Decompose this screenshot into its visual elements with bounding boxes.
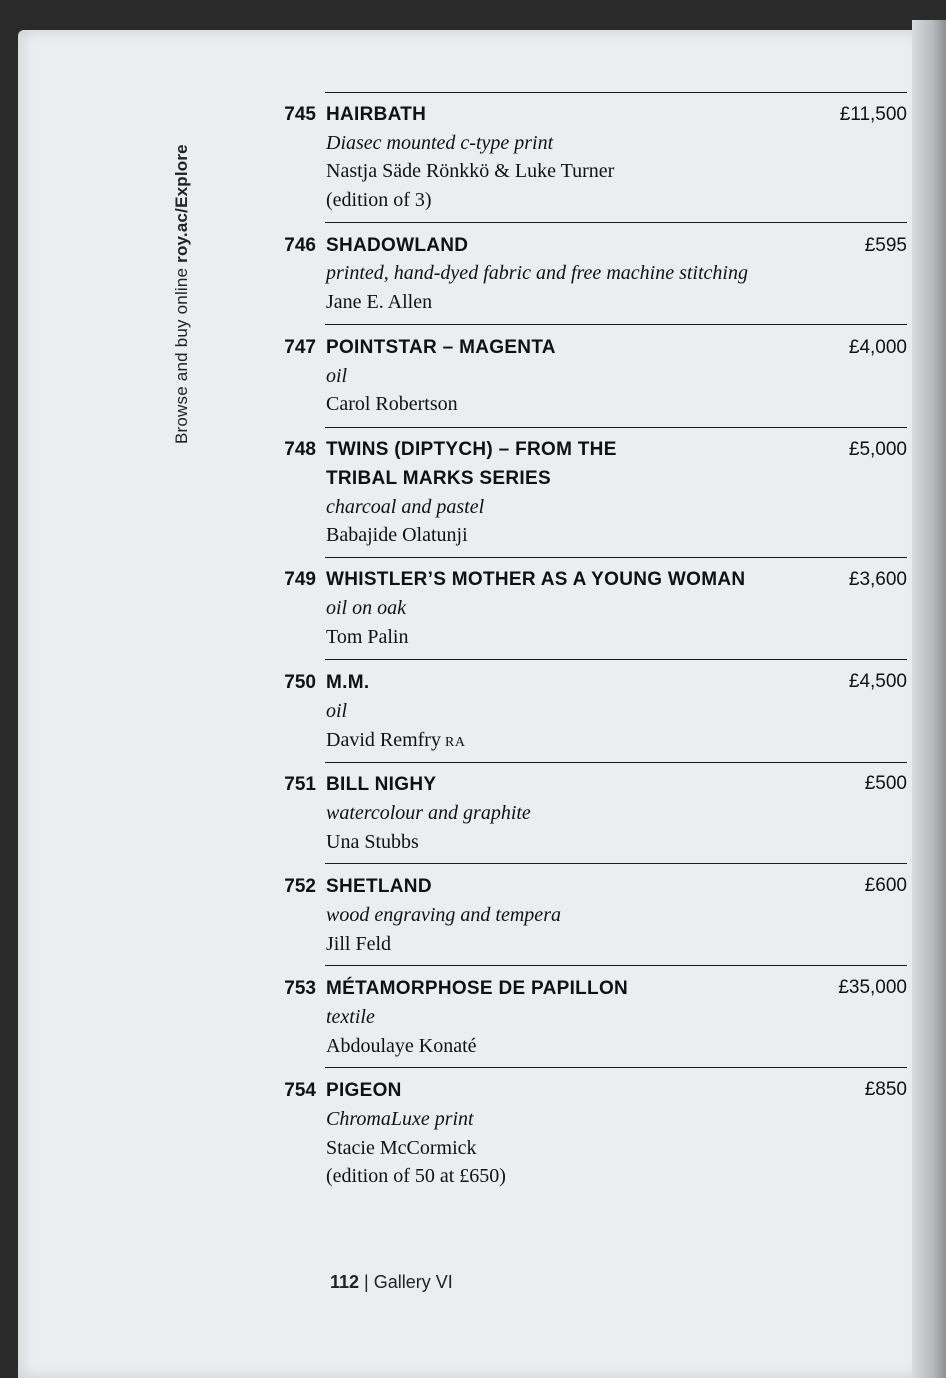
entry-artist: Babajide Olatunji — [326, 524, 468, 546]
divider — [325, 92, 907, 93]
divider — [325, 863, 907, 864]
entry-medium: ChromaLuxe print — [326, 1108, 474, 1130]
entry-price: £3,600 — [848, 569, 907, 590]
entry-price: £4,500 — [848, 671, 907, 692]
entry-title: HAIRBATH — [326, 104, 427, 125]
sidebar-browse-text — [172, 144, 192, 444]
entry-medium: textile — [326, 1006, 375, 1028]
gallery-label: Gallery VI — [373, 1272, 453, 1292]
entry-medium: watercolour and graphite — [326, 802, 531, 824]
entry-number: 746 — [284, 235, 316, 256]
entry-title: POINTSTAR – MAGENTA — [326, 337, 556, 358]
entry-artist: Stacie McCormick — [326, 1137, 477, 1159]
divider — [325, 222, 907, 223]
footer-separator: | — [359, 1272, 374, 1292]
entry-medium: printed, hand-dyed fabric and free machine stitching — [326, 262, 748, 284]
entry-title: PIGEON — [326, 1080, 402, 1101]
entry-number: 752 — [284, 876, 316, 897]
entry-number: 749 — [284, 569, 316, 590]
entry-artist: Abdoulaye Konaté — [326, 1035, 477, 1057]
divider — [325, 659, 907, 660]
entry-title: SHADOWLAND — [326, 235, 469, 256]
sidebar-link[interactable]: roy.ac/Explore — [172, 144, 191, 263]
page-number: 112 — [330, 1272, 360, 1292]
divider — [325, 557, 907, 558]
entry-number: 753 — [284, 978, 316, 999]
entry-title: TWINS (DIPTYCH) – FROM THE TRIBAL MARKS SERIES — [326, 439, 617, 489]
entry-medium: oil on oak — [326, 597, 406, 619]
entry-price: £600 — [864, 875, 907, 896]
entry-title: M.M. — [326, 672, 370, 693]
entry-artist: Jane E. Allen — [326, 291, 433, 313]
entry-artist: Una Stubbs — [326, 831, 419, 853]
entry-artist: Nastja Säde Rönkkö & Luke Turner — [326, 160, 615, 182]
entry-title: BILL NIGHY — [326, 774, 437, 795]
entry-medium: wood engraving and tempera — [326, 904, 561, 926]
entry-artist — [326, 726, 465, 757]
entry-price: £11,500 — [839, 104, 907, 125]
artist-suffix: RA — [444, 735, 466, 750]
entry-medium: Diasec mounted c-type print — [326, 132, 554, 154]
entry-artist: Jill Feld — [326, 933, 392, 955]
entry-price: £5,000 — [848, 439, 907, 460]
divider — [325, 762, 907, 763]
entry-medium: oil — [326, 365, 348, 387]
entry-number: 747 — [284, 337, 316, 358]
divider — [325, 965, 907, 966]
divider — [325, 427, 907, 428]
entry-price: £35,000 — [838, 977, 907, 998]
entry-medium: charcoal and pastel — [326, 496, 485, 518]
entry-title: WHISTLER’S MOTHER AS A YOUNG WOMAN — [326, 569, 746, 590]
entry-price: £595 — [864, 235, 907, 256]
entry-number: 748 — [284, 439, 316, 460]
entry-artist: Carol Robertson — [326, 393, 458, 415]
entry-title: SHETLAND — [326, 876, 432, 897]
divider — [325, 324, 907, 325]
entry-number: 745 — [284, 104, 316, 125]
entry-medium: oil — [326, 700, 348, 722]
sidebar-prefix: Browse and buy online — [172, 262, 191, 444]
divider — [325, 1067, 907, 1068]
entry-number: 754 — [284, 1080, 316, 1101]
entry-artist: Tom Palin — [326, 626, 409, 648]
entry-price: £500 — [864, 773, 907, 794]
entry-edition: (edition of 3) — [326, 189, 432, 211]
entry-price: £4,000 — [848, 337, 907, 358]
entry-number: 751 — [284, 774, 316, 795]
entry-title: MÉTAMORPHOSE DE PAPILLON — [326, 978, 629, 999]
artist-name: David Remfry — [326, 729, 441, 751]
entry-edition: (edition of 50 at £650) — [326, 1165, 506, 1187]
entry-number: 750 — [284, 672, 316, 693]
entry-price: £850 — [864, 1079, 907, 1100]
page-edge — [912, 20, 946, 1378]
page-footer — [330, 1272, 453, 1293]
